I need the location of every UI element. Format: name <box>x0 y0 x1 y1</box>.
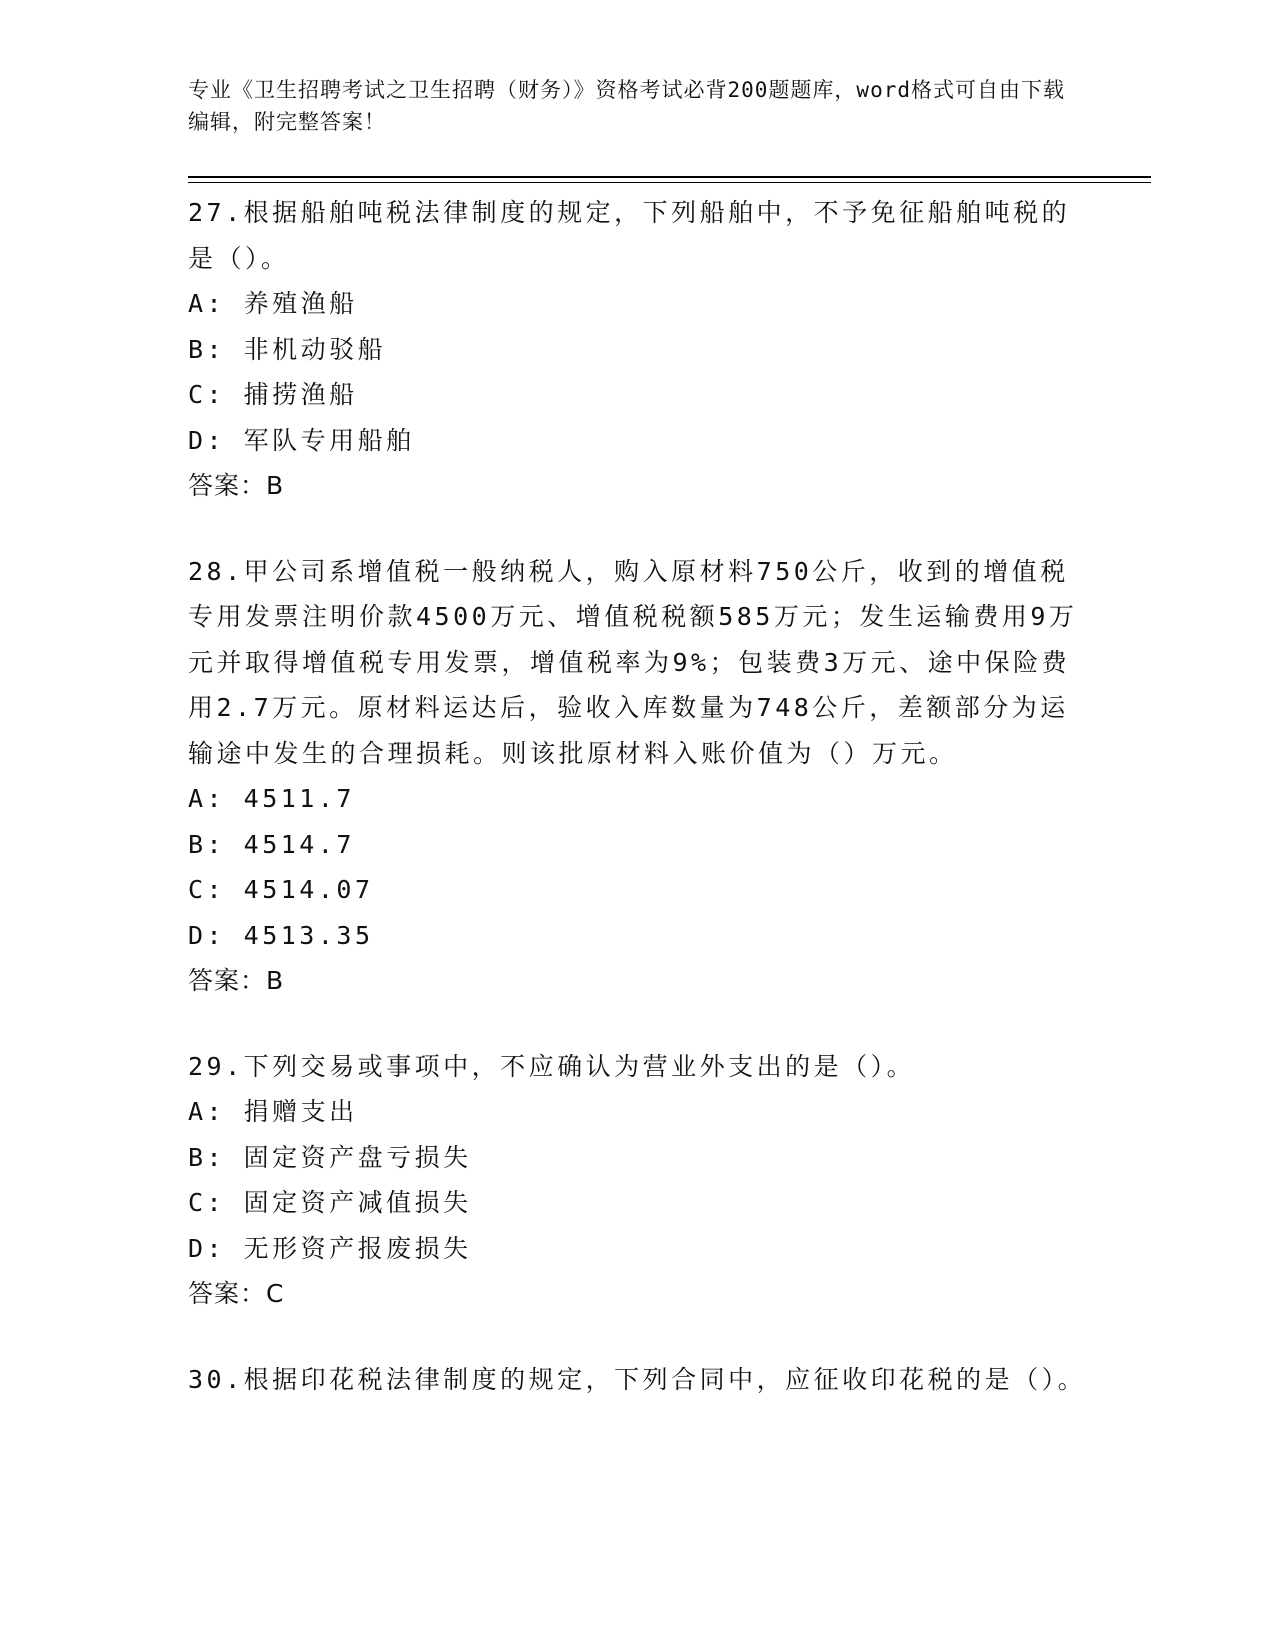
option-b: B: 4514.7 <box>188 829 355 859</box>
option-a: A: 养殖渔船 <box>188 289 358 318</box>
question-stem: 28.甲公司系增值税一般纳税人，购入原材料750公斤，收到的增值税专用发票注明价款4500万元、增值税税额585万元；发生运输费用9万元并取得增值税专用发票，增值税率为9%；包装费3万元、途中保险费用2.7万元。原材料运达后，验收入库数量为748公斤，差额部分为运输途中发生的合理损耗。则该批原材料入账价值为（）万元。 <box>188 556 1078 768</box>
option-d: D: 军队专用船舶 <box>188 425 415 455</box>
question-30 <box>188 1357 1088 1403</box>
option-b: B: 非机动驳船 <box>188 334 387 364</box>
header-divider-thick <box>188 176 1151 178</box>
question-27 <box>188 190 1088 509</box>
option-d: D: 无形资产报废损失 <box>188 1233 472 1263</box>
question-29 <box>188 1044 1088 1317</box>
option-d: D: 4513.35 <box>188 920 374 950</box>
document-header: 专业《卫生招聘考试之卫生招聘（财务）》资格考试必背200题题库，word格式可自由下载编辑，附完整答案！ <box>188 78 1065 134</box>
answer: 答案：B <box>188 471 285 500</box>
option-a: A: 捐赠支出 <box>188 1097 358 1126</box>
question-list <box>188 190 1088 1442</box>
option-a: A: 4511.7 <box>188 784 355 813</box>
answer: 答案：C <box>188 1279 285 1308</box>
question-stem: 29.下列交易或事项中，不应确认为营业外支出的是（）。 <box>188 1051 916 1081</box>
header-divider-thin <box>188 182 1151 183</box>
option-c: C: 捕捞渔船 <box>188 380 358 409</box>
question-stem: 27.根据船舶吨税法律制度的规定，下列船舶中，不予免征船舶吨税的是（）。 <box>188 198 1071 273</box>
option-b: B: 固定资产盘亏损失 <box>188 1142 472 1172</box>
question-stem: 30.根据印花税法律制度的规定，下列合同中，应征收印花税的是（）。 <box>188 1364 1087 1394</box>
option-c: C: 4514.07 <box>188 875 374 904</box>
question-28 <box>188 549 1088 1004</box>
answer: 答案：B <box>188 966 285 995</box>
option-c: C: 固定资产减值损失 <box>188 1188 472 1217</box>
